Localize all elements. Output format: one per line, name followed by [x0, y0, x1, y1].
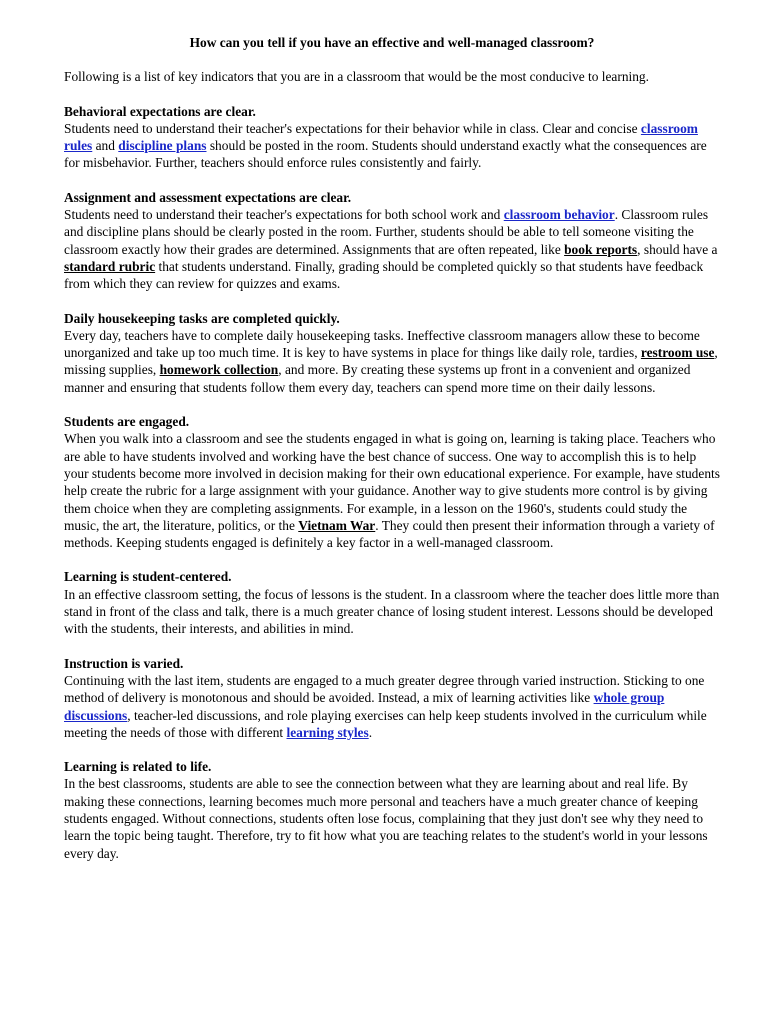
inline-link[interactable]: restroom use [640, 345, 715, 361]
section-heading: Instruction is varied. [64, 655, 184, 671]
section-body [64, 586, 720, 638]
inline-link[interactable]: Vietnam War [298, 517, 376, 533]
body-text: , should have a [637, 241, 718, 257]
body-text: that students understand. Finally, grading should be completed quickly so that students have feedback from which they can review for quizzes and exams. [64, 258, 704, 292]
inline-link[interactable]: discipline plans [118, 138, 207, 154]
inline-link[interactable]: standard rubric [64, 258, 156, 274]
document-page [64, 34, 720, 879]
body-text: and [92, 138, 119, 154]
section-heading: Learning is student-centered. [64, 569, 232, 585]
body-text: Every day, teachers have to complete daily housekeeping tasks. Ineffective classroom managers allow these to become unorganized and take up too much time. It is key to have systems in place for things like daily role, tardies, [64, 327, 700, 361]
inline-link[interactable]: learning styles [286, 724, 369, 740]
body-text: , and more. By creating these systems up front in a convenient and organized manner and ensuring that students follow them every day, teachers can spend more time on their daily lessons. [64, 362, 691, 395]
section-heading: Learning is related to life. [64, 759, 212, 775]
body-text: , teacher-led discussions, and role playing exercises can help keep students involved in the curriculum while meeting the needs of those with different [64, 707, 707, 740]
body-text: . Classroom rules and discipline plans should be clearly posted in the room. Further, students should be able to tell someone visiting the classroom exactly how their grades are determined. Assignments that are often repeated, like [64, 207, 709, 257]
section [64, 189, 720, 293]
section-body [64, 120, 720, 172]
section-body [64, 775, 720, 861]
body-text: In an effective classroom setting, the focus of lessons is the student. In a classroom where the teacher does little more than stand in front of the class and talk, there is a much greater chance of losing student interest. Lessons should be developed with the students, their interests, and abilities in mind. [64, 586, 720, 637]
body-text: Students need to understand their teacher's expectations for their behavior while in class. Clear and concise [64, 120, 641, 136]
section-body [64, 672, 720, 741]
section-heading: Daily housekeeping tasks are completed quickly. [64, 310, 340, 326]
inline-link[interactable]: classroom behavior [503, 207, 615, 223]
sections-container [64, 103, 720, 862]
body-text: When you walk into a classroom and see the students engaged in what is going on, learning is taking place. Teachers who are able to have students involved and working have the best chance of success. One way to accomplish this is to help your students become more involved in decision making for their own educational experience. For example, have students help create the rubric for a large assignment with your guidance. Another way to give students more control is by giving them choice when they are completing assignments. For example, in a lesson on the 1960's, students could study the music, the art, the literature, politics, or the [64, 431, 720, 533]
section-body [64, 327, 720, 396]
section [64, 310, 720, 396]
inline-link[interactable]: book reports [564, 241, 638, 257]
inline-link[interactable]: homework collection [159, 362, 279, 378]
body-text: . [368, 724, 373, 740]
inline-link[interactable]: whole group discussions [64, 690, 665, 723]
body-text: . They could then present their information through a variety of methods. Keeping students engaged is definitely a key factor in a well-managed classroom. [64, 517, 715, 551]
body-text: In the best classrooms, students are able to see the connection between what they are learning about and real life. By making these connections, learning becomes much more personal and teachers have a much greater chance of keeping students engaged. Without connections, students often lose focus, complaining that they just don't see why they need to learn the topic being taught. Therefore, try to fit how what you are teaching relates to the student's world in your lessons every day. [64, 776, 708, 861]
document-title: How can you tell if you have an effective and well-managed classroom? [189, 35, 595, 50]
section-body [64, 206, 720, 292]
section [64, 758, 720, 862]
section-heading: Behavioral expectations are clear. [64, 103, 256, 119]
section [64, 655, 720, 741]
section-body [64, 430, 720, 551]
section [64, 568, 720, 637]
inline-link[interactable]: classroom rules [64, 120, 698, 154]
section [64, 103, 720, 172]
body-text: Continuing with the last item, students are engaged to a much greater degree through varied instruction. Sticking to one method of delivery is monotonous and should be avoided. Instead, a mix of learning activities like [64, 672, 705, 706]
intro-paragraph: Following is a list of key indicators that you are in a classroom that would be the most conducive to learning. [64, 69, 649, 85]
section-heading: Students are engaged. [64, 414, 190, 430]
section-heading: Assignment and assessment expectations are clear. [64, 189, 352, 205]
body-text: Students need to understand their teacher's expectations for both school work and [64, 207, 504, 223]
body-text: should be posted in the room. Students should understand exactly what the consequences are for misbehavior. Further, teachers should enforce rules consistently and fairly. [64, 138, 707, 171]
section [64, 413, 720, 551]
body-text: , missing supplies, [64, 345, 718, 378]
